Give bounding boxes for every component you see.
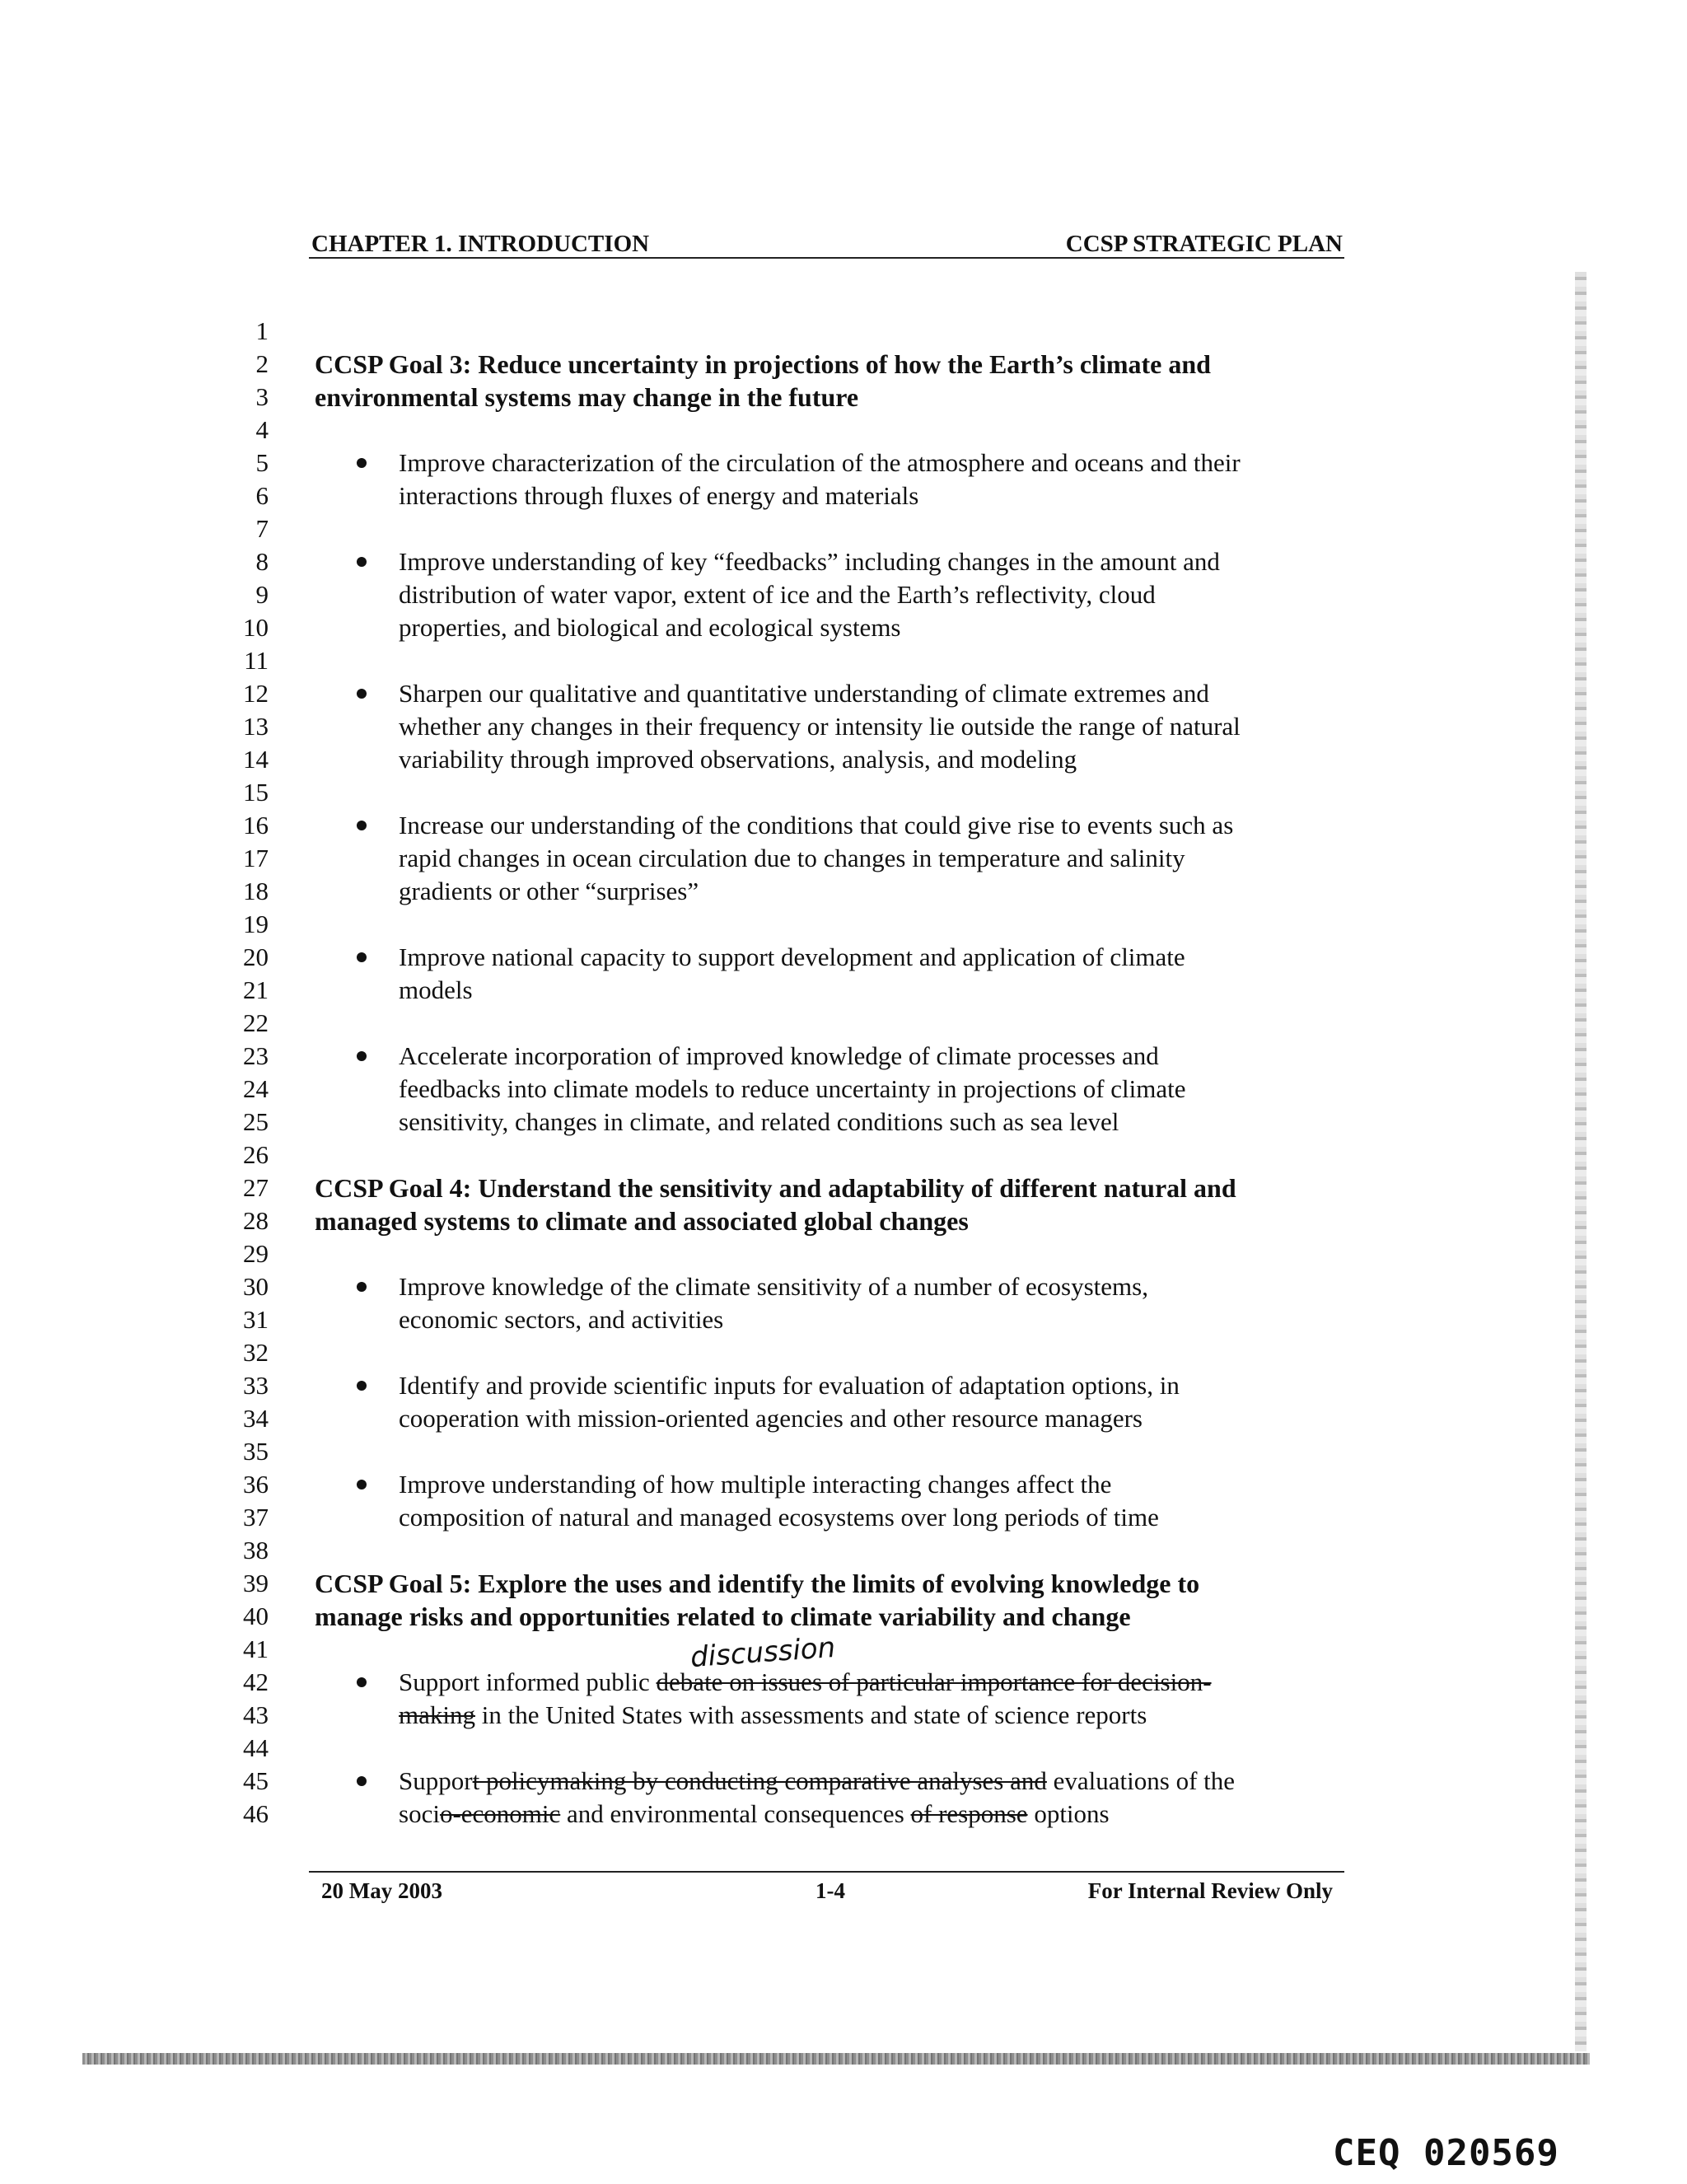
bullet-text: rapid changes in ocean circulation due to changes in temperature and salinity — [399, 844, 1185, 872]
line-number: 29 — [243, 1239, 269, 1268]
line-number: 17 — [243, 844, 269, 872]
line-number: 9 — [255, 580, 269, 609]
bullet-text: gradients or other “surprises” — [399, 877, 699, 905]
line-number: 27 — [243, 1173, 269, 1202]
line-number: 16 — [243, 811, 269, 839]
bullet-text-edited — [399, 1666, 1212, 1699]
bullet-icon — [354, 1675, 369, 1690]
line-number: 2 — [255, 349, 269, 378]
line-number: 32 — [243, 1338, 269, 1367]
struck-text: o-economic — [439, 1799, 561, 1828]
bullet-text: Improve national capacity to support development and application of climate — [399, 942, 1185, 971]
line-number: 35 — [243, 1437, 269, 1466]
line-number: 8 — [255, 547, 269, 576]
bullet-text: Identify and provide scientific inputs for evaluation of adaptation options, in — [399, 1371, 1180, 1400]
line-number: 42 — [243, 1667, 269, 1696]
line-number: 46 — [243, 1799, 269, 1828]
bullet-icon — [354, 1049, 369, 1064]
bullet-icon — [354, 1477, 369, 1492]
bullet-text-edited — [399, 1699, 1147, 1732]
line-number: 19 — [243, 910, 269, 938]
line-number: 22 — [243, 1008, 269, 1037]
line-number: 24 — [243, 1074, 269, 1103]
scan-edge-bottom — [82, 2053, 1590, 2065]
line-number: 12 — [243, 679, 269, 708]
line-number: 36 — [243, 1470, 269, 1499]
goal-4-heading-cont: managed systems to climate and associated global changes — [315, 1206, 969, 1236]
line-number: 39 — [243, 1569, 269, 1597]
line-number: 30 — [243, 1272, 269, 1301]
goal-3-heading-cont: environmental systems may change in the future — [315, 382, 859, 412]
bullet-text: Sharpen our qualitative and quantitative understanding of climate extremes and — [399, 679, 1209, 708]
bullet-icon — [354, 1279, 369, 1294]
line-number: 7 — [255, 514, 269, 543]
kept-text: Suppor — [399, 1766, 473, 1795]
line-number: 14 — [243, 745, 269, 774]
bullet-text: Improve characterization of the circulation of the atmosphere and oceans and their — [399, 448, 1241, 477]
bullet-text: Improve knowledge of the climate sensitivity of a number of ecosystems, — [399, 1272, 1148, 1301]
bullet-text: Accelerate incorporation of improved knowledge of climate processes and — [399, 1041, 1159, 1070]
goal-3-heading: CCSP Goal 3: Reduce uncertainty in projections of how the Earth’s climate and — [315, 349, 1211, 379]
kept-text: Support informed public — [399, 1667, 657, 1696]
bullet-text: economic sectors, and activities — [399, 1305, 724, 1334]
line-number: 15 — [243, 778, 269, 807]
line-number: 10 — [243, 613, 269, 642]
line-number: 11 — [244, 646, 269, 675]
footer-rule — [309, 1871, 1344, 1873]
bullet-icon — [354, 554, 369, 569]
line-number: 1 — [255, 316, 269, 345]
kept-text: and environmental consequences — [560, 1799, 911, 1828]
line-number: 3 — [255, 382, 269, 411]
bullet-text: interactions through fluxes of energy and materials — [399, 481, 919, 510]
bullet-icon — [354, 456, 369, 470]
line-number: 31 — [243, 1305, 269, 1334]
line-number: 4 — [255, 415, 269, 444]
line-number: 37 — [243, 1503, 269, 1532]
kept-text: evaluations of the — [1046, 1766, 1236, 1795]
goal-5-heading-cont: manage risks and opportunities related to climate variability and change — [315, 1602, 1131, 1631]
handwritten-insertion: discussion — [689, 1630, 837, 1675]
bullet-text: models — [399, 975, 473, 1004]
bullet-icon — [354, 1774, 369, 1789]
bullet-text: Improve understanding of key “feedbacks” including changes in the amount and — [399, 547, 1220, 576]
kept-text: soci — [399, 1799, 440, 1828]
struck-text: of response — [910, 1799, 1028, 1828]
footer-review-note: For Internal Review Only — [1087, 1878, 1333, 1903]
bullet-text: feedbacks into climate models to reduce uncertainty in projections of climate — [399, 1074, 1186, 1103]
line-number: 38 — [243, 1536, 269, 1564]
line-number: 25 — [243, 1107, 269, 1136]
line-number: 18 — [243, 877, 269, 905]
line-number: 33 — [243, 1371, 269, 1400]
goal-5-heading: CCSP Goal 5: Explore the uses and identify the limits of evolving knowledge to — [315, 1569, 1200, 1598]
line-number: 13 — [243, 712, 269, 741]
struck-text: debate on issues of particular importance for decision- — [656, 1667, 1212, 1696]
line-number: 23 — [243, 1041, 269, 1070]
line-number: 20 — [243, 942, 269, 971]
bullet-text: variability through improved observations, analysis, and modeling — [399, 745, 1077, 774]
header-chapter: CHAPTER 1. INTRODUCTION — [311, 231, 650, 257]
bullet-icon — [354, 818, 369, 833]
struck-text: t policymaking by conducting comparative analyses and — [472, 1766, 1047, 1795]
line-number: 26 — [243, 1140, 269, 1169]
bullet-icon — [354, 1378, 369, 1393]
bates-stamp: CEQ 020569 — [1333, 2132, 1559, 2174]
bullet-text: properties, and biological and ecological systems — [399, 613, 901, 642]
struck-text: making — [399, 1700, 475, 1729]
line-number: 21 — [243, 975, 269, 1004]
line-number: 5 — [255, 448, 269, 477]
footer-page-number: 1-4 — [815, 1878, 845, 1903]
line-number: 34 — [243, 1404, 269, 1433]
header-rule — [309, 257, 1344, 259]
line-number: 40 — [243, 1602, 269, 1630]
header-plan-title: CCSP STRATEGIC PLAN — [1065, 231, 1343, 257]
line-number: 28 — [243, 1206, 269, 1235]
bullet-text: whether any changes in their frequency or intensity lie outside the range of natural — [399, 712, 1241, 741]
line-number: 44 — [243, 1733, 269, 1762]
line-number: 43 — [243, 1700, 269, 1729]
bullet-text-edited — [399, 1798, 1110, 1831]
bullet-text: composition of natural and managed ecosystems over long periods of time — [399, 1503, 1159, 1532]
line-number: 6 — [255, 481, 269, 510]
bullet-icon — [354, 950, 369, 965]
scan-edge-right — [1575, 272, 1587, 2051]
footer-date: 20 May 2003 — [321, 1878, 442, 1903]
bullet-text: Increase our understanding of the conditions that could give rise to events such as — [399, 811, 1234, 839]
kept-text: in the United States with assessments and state of science reports — [475, 1700, 1147, 1729]
goal-4-heading: CCSP Goal 4: Understand the sensitivity and adaptability of different natural and — [315, 1173, 1236, 1203]
line-number: 41 — [243, 1634, 269, 1663]
bullet-text-edited — [399, 1765, 1235, 1798]
bullet-text: distribution of water vapor, extent of ice and the Earth’s reflectivity, cloud — [399, 580, 1156, 609]
bullet-icon — [354, 686, 369, 701]
bullet-text: Improve understanding of how multiple interacting changes affect the — [399, 1470, 1112, 1499]
kept-text: options — [1027, 1799, 1110, 1828]
line-number: 45 — [243, 1766, 269, 1795]
bullet-text: cooperation with mission-oriented agencies and other resource managers — [399, 1404, 1143, 1433]
bullet-text: sensitivity, changes in climate, and related conditions such as sea level — [399, 1107, 1119, 1136]
